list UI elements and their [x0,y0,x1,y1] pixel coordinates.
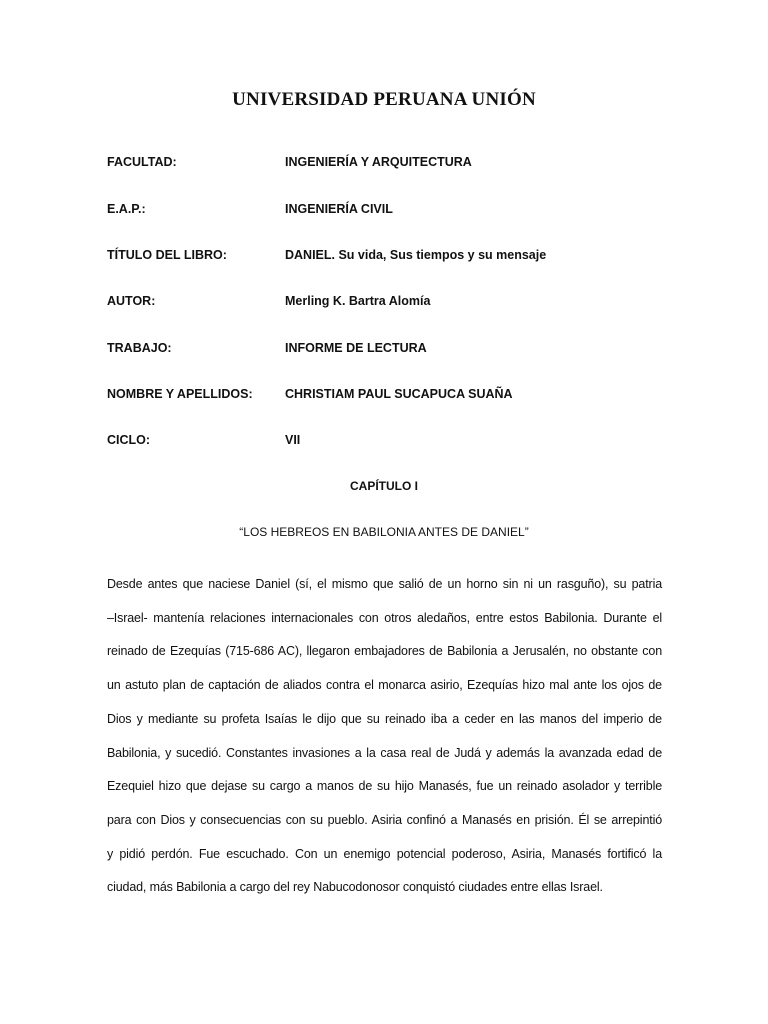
paragraph-line: Babilonia, y sucedió. Constantes invasiones a la casa real de Judá y además la avanzada edad de [107,745,662,760]
field-label: CICLO: [107,433,151,447]
paragraph-line: y pidió perdón. Fue escuchado. Con un enemigo potencial poderoso, Asiria, Manasés fortificó la [107,846,662,861]
field-label: TRABAJO: [107,341,172,355]
paragraph-line: ciudad, más Babilonia a cargo del rey Nabucodonosor conquistó ciudades entre ellas Israel. [107,880,603,895]
field-row-ciclo [107,433,707,453]
field-value: CHRISTIAM PAUL SUCAPUCA SUAÑA [285,387,513,401]
body-paragraph [107,568,662,905]
paragraph-line: un astuto plan de captación de aliados contra el monarca asirio, Ezequías hizo mal ante los ojos de [107,678,662,693]
field-label: FACULTAD: [107,155,177,169]
field-value: DANIEL. Su vida, Sus tiempos y su mensaje [285,248,547,262]
chapter-title: “LOS HEBREOS EN BABILONIA ANTES DE DANIEL” [239,525,529,539]
field-row-facultad [107,155,707,175]
field-row-titulo-del-libro [107,248,707,268]
field-value: Merling K. Bartra Alomía [285,294,431,308]
chapter-heading: CAPÍTULO I [350,479,418,493]
field-value: VII [285,433,301,447]
paragraph-line: Ezequiel hizo que dejase su cargo a manos de su hijo Manasés, fue un reinado asolador y terrible [107,779,662,794]
field-row-nombre-y-apellidos [107,387,707,407]
field-label: E.A.P.: [107,202,146,216]
field-row-autor [107,294,707,314]
document-title: UNIVERSIDAD PERUANA UNIÓN [232,89,536,110]
field-value: INGENIERÍA CIVIL [285,202,393,216]
paragraph-line: para con Dios y consecuencias con su pueblo. Asiria confinó a Manasés en prisión. Él se arrepintió [107,812,662,827]
field-row-trabajo [107,341,707,361]
field-value: INFORME DE LECTURA [285,341,427,355]
field-label: AUTOR: [107,294,156,308]
paragraph-line: –Israel- mantenía relaciones internacionales con otros aledaños, entre estos Babilonia. Durante el [107,610,662,625]
field-row-eap [107,202,707,222]
field-value: INGENIERÍA Y ARQUITECTURA [285,155,472,169]
paragraph-line: reinado de Ezequías (715-686 AC), llegaron embajadores de Babilonia a Jerusalén, no obstante con [107,644,662,659]
field-label: NOMBRE Y APELLIDOS: [107,387,253,401]
paragraph-line: Dios y mediante su profeta Isaías le dijo que su reinado iba a ceder en las manos del imperio de [107,711,662,726]
paragraph-line: Desde antes que naciese Daniel (sí, el mismo que salió de un horno sin ni un rasguño), su patria [107,577,662,591]
field-label: TÍTULO DEL LIBRO: [107,248,227,262]
